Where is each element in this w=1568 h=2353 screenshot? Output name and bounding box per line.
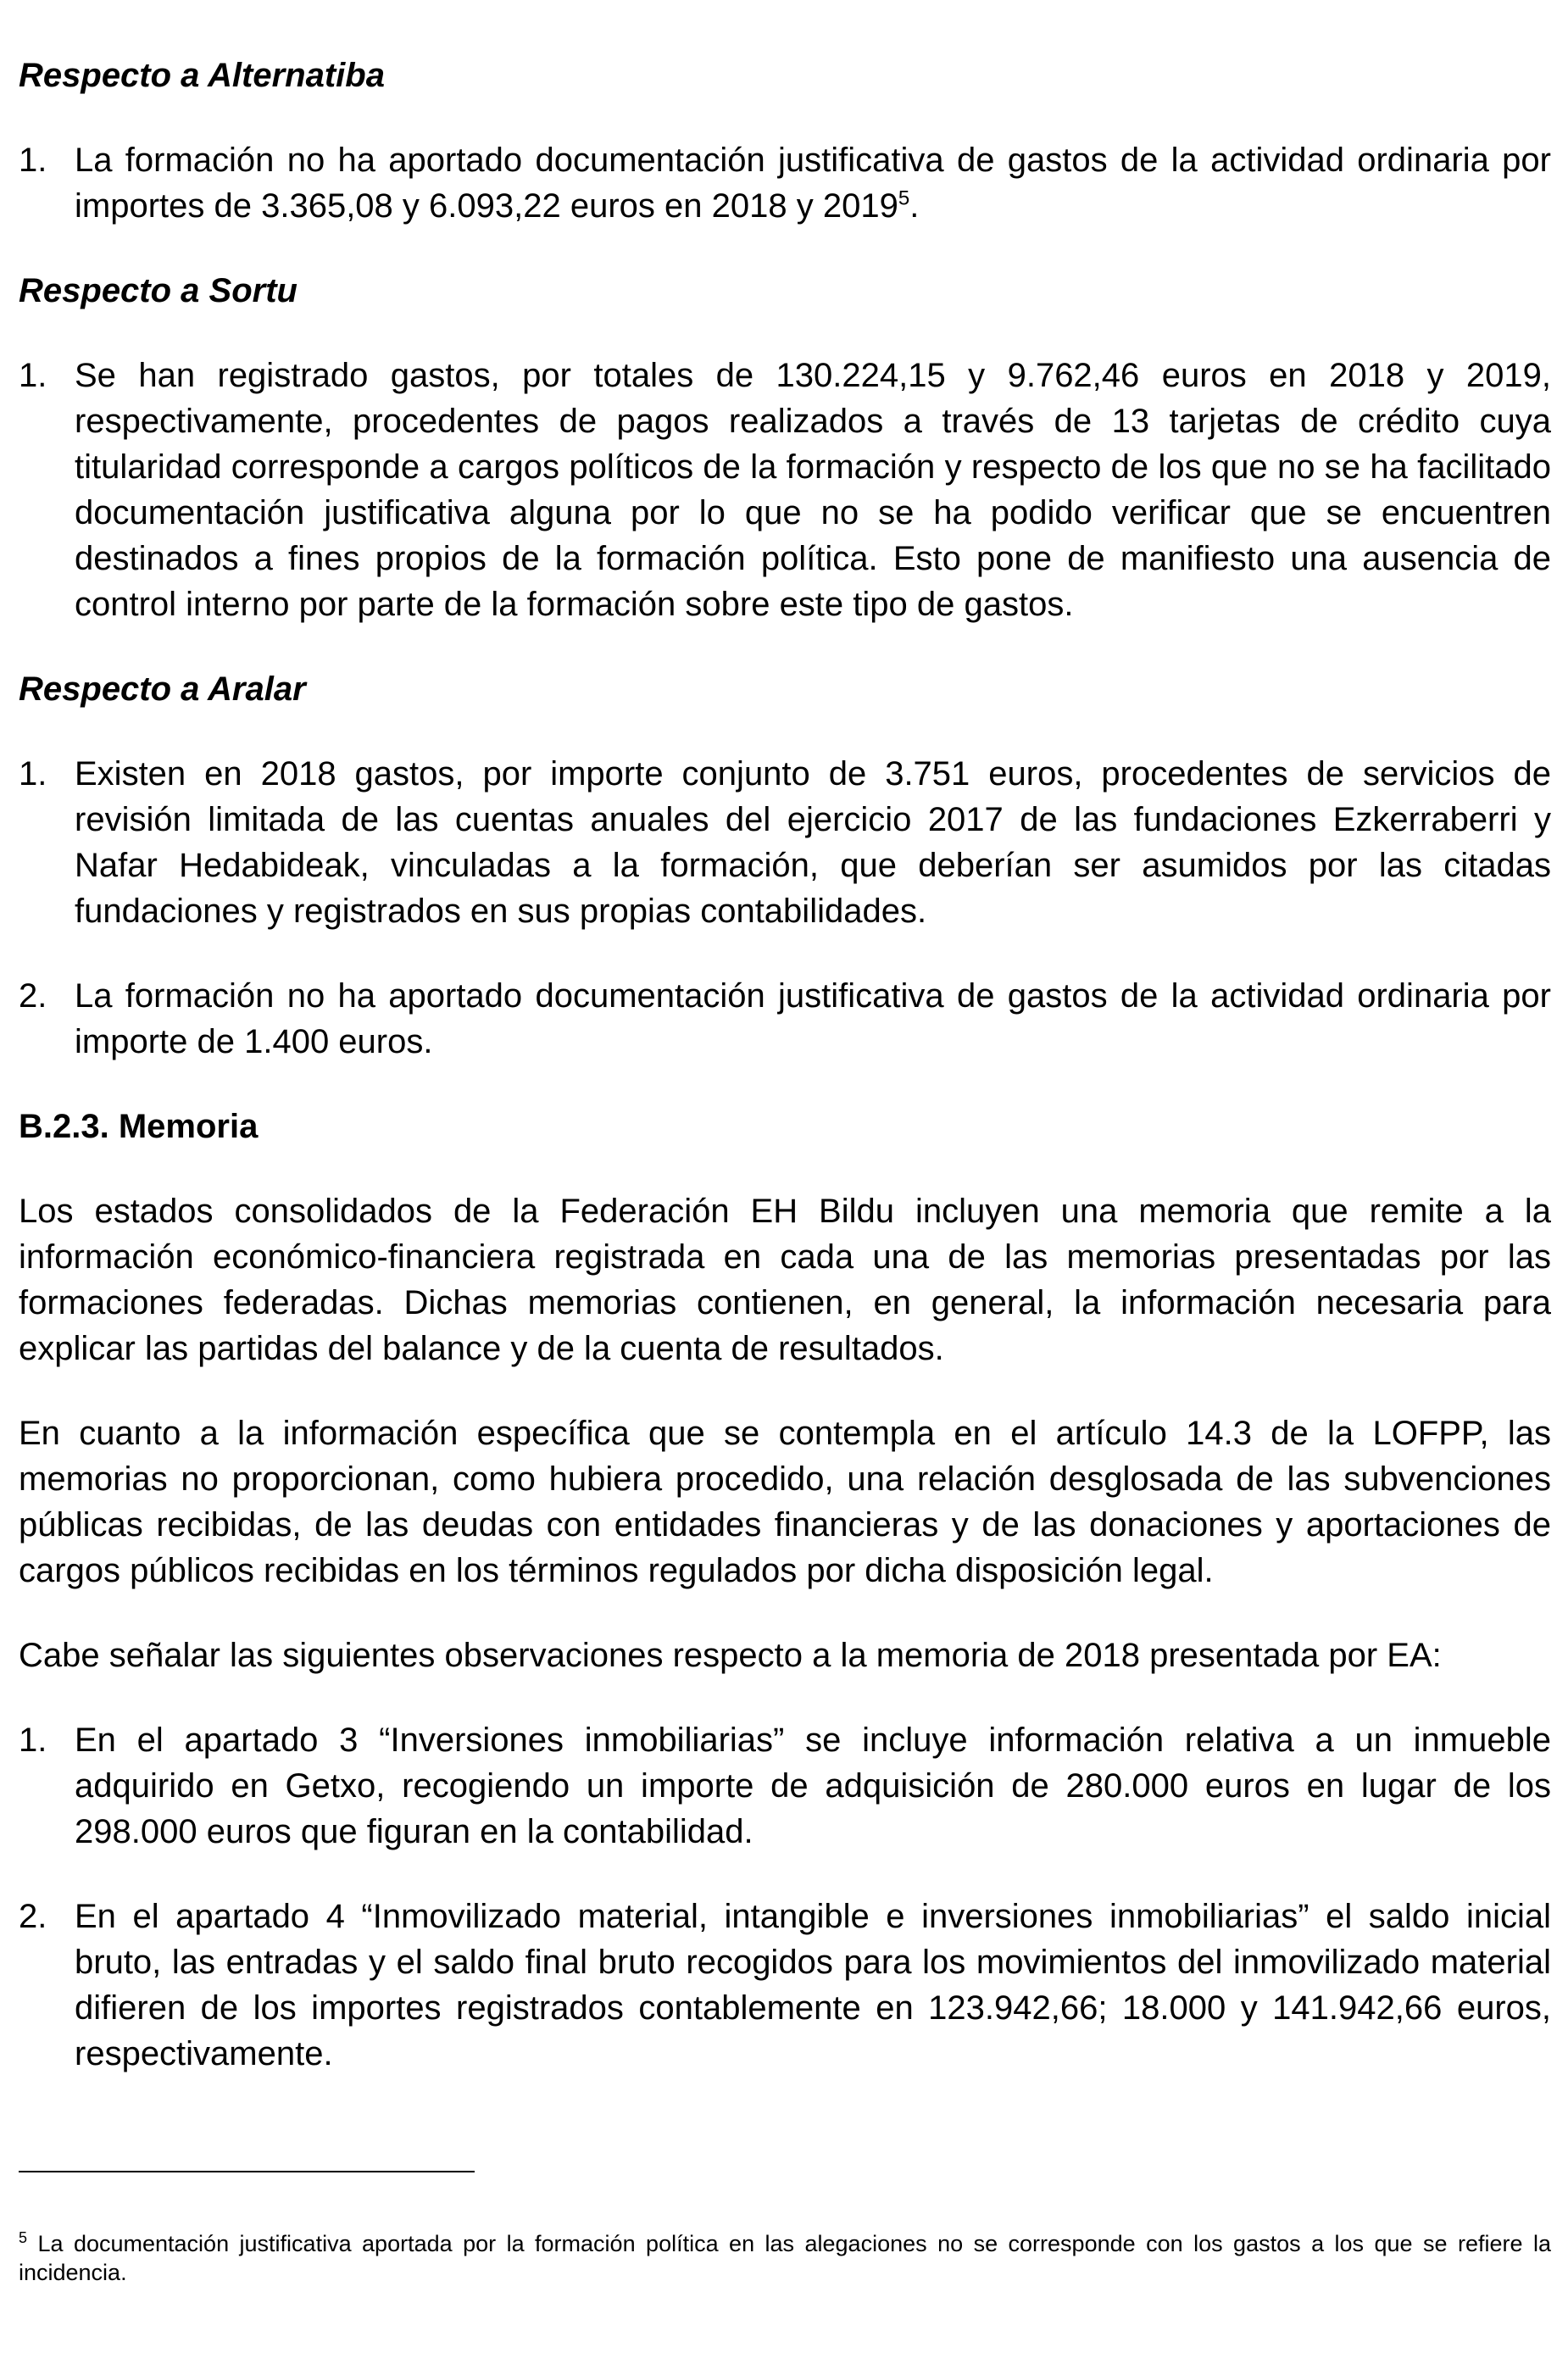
- section-heading-alternatiba: Respecto a Alternatiba: [19, 57, 385, 94]
- footnote-reference: 5: [898, 186, 910, 210]
- list-number: 2.: [19, 977, 47, 1015]
- list-text: [75, 137, 1551, 229]
- footnote-mark: 5: [19, 2229, 28, 2246]
- list-item: [19, 1717, 1551, 1855]
- list-item: [19, 973, 1551, 1065]
- list-text: Se han registrado gastos, por totales de 130.224,15 y 9.762,46 euros en 2018 y 2019, respectivamente, procedentes de pagos realizados a través de 13 tarjetas de crédito cuya titularidad corresponde a cargos políticos de la formación y respecto de los que no se ha facilitado documentación justificativa alguna por lo que no se ha podido verificar que se encuentren destinados a fines propios de la formación política. Esto pone de manifiesto una ausencia de control interno por parte de la formación sobre este tipo de gastos.: [75, 357, 1551, 623]
- document-body: [19, 53, 1551, 2116]
- list-number: 2.: [19, 1898, 47, 1935]
- list-text: Existen en 2018 gastos, por importe conjunto de 3.751 euros, procedentes de servicios de revisión limitada de las cuentas anuales del ejercicio 2017 de las fundaciones Ezkerraberri y Nafar Hedabideak, vinculadas a la formación, que deberían ser asumidos por las citadas fundaciones y registrados en sus propias contabilidades.: [75, 755, 1551, 930]
- paragraph: Los estados consolidados de la Federación EH Bildu incluyen una memoria que remite a la información económico-financiera registrada en cada una de las memorias presentadas por las formaciones federadas. Dichas memorias contienen, en general, la información necesaria para explicar las partidas del balance y de la cuenta de resultados.: [19, 1193, 1551, 1367]
- list-item: [19, 137, 1551, 229]
- list-item: [19, 353, 1551, 627]
- list-number: 1.: [19, 1722, 47, 1759]
- paragraph: Cabe señalar las siguientes observaciones respecto a la memoria de 2018 presentada por EA:: [19, 1637, 1442, 1674]
- list-text-tail: .: [909, 187, 920, 225]
- section-heading-aralar: Respecto a Aralar: [19, 670, 306, 708]
- paragraph: En cuanto a la información específica que se contempla en el artículo 14.3 de la LOFPP, las memorias no proporcionan, como hubiera procedido, una relación desglosada de las subvenciones públicas recibidas, de las deudas con entidades financieras y de las donaciones y aportaciones de cargos públicos recibidas en los términos regulados por dicha disposición legal.: [19, 1415, 1551, 1589]
- list-text: En el apartado 4 “Inmovilizado material, intangible e inversiones inmobiliarias” el saldo inicial bruto, las entradas y el saldo final bruto recogidos para los movimientos del inmovilizado material difieren de los importes registrados contablemente en 123.942,66; 18.000 y 141.942,66 euros, respectivamente.: [75, 1898, 1551, 2072]
- list-number: 1.: [19, 357, 47, 394]
- section-heading-sortu: Respecto a Sortu: [19, 272, 297, 309]
- list-text: La formación no ha aportado documentación justificativa de gastos de la actividad ordinaria por importe de 1.400 euros.: [75, 977, 1551, 1060]
- footnote: [19, 2229, 1551, 2287]
- list-number: 1.: [19, 755, 47, 793]
- list-item: [19, 751, 1551, 934]
- list-item: [19, 1894, 1551, 2077]
- list-text: En el apartado 3 “Inversiones inmobiliarias” se incluye información relativa a un inmueble adquirido en Getxo, recogiendo un importe de adquisición de 280.000 euros en lugar de los 298.000 euros que figuran en la contabilidad.: [75, 1722, 1551, 1850]
- section-heading-memoria: B.2.3. Memoria: [19, 1108, 259, 1145]
- list-number: 1.: [19, 142, 47, 179]
- footnote-text: La documentación justificativa aportada por la formación política en las alegaciones no se corresponde con los gastos a los que se refiere la incidencia.: [19, 2231, 1551, 2285]
- list-text-body: La formación no ha aportado documentación justificativa de gastos de la actividad ordinaria por importes de 3.365,08 y 6.093,22 euros en 2018 y 2019: [75, 142, 1551, 225]
- footnote-separator: [19, 2171, 475, 2172]
